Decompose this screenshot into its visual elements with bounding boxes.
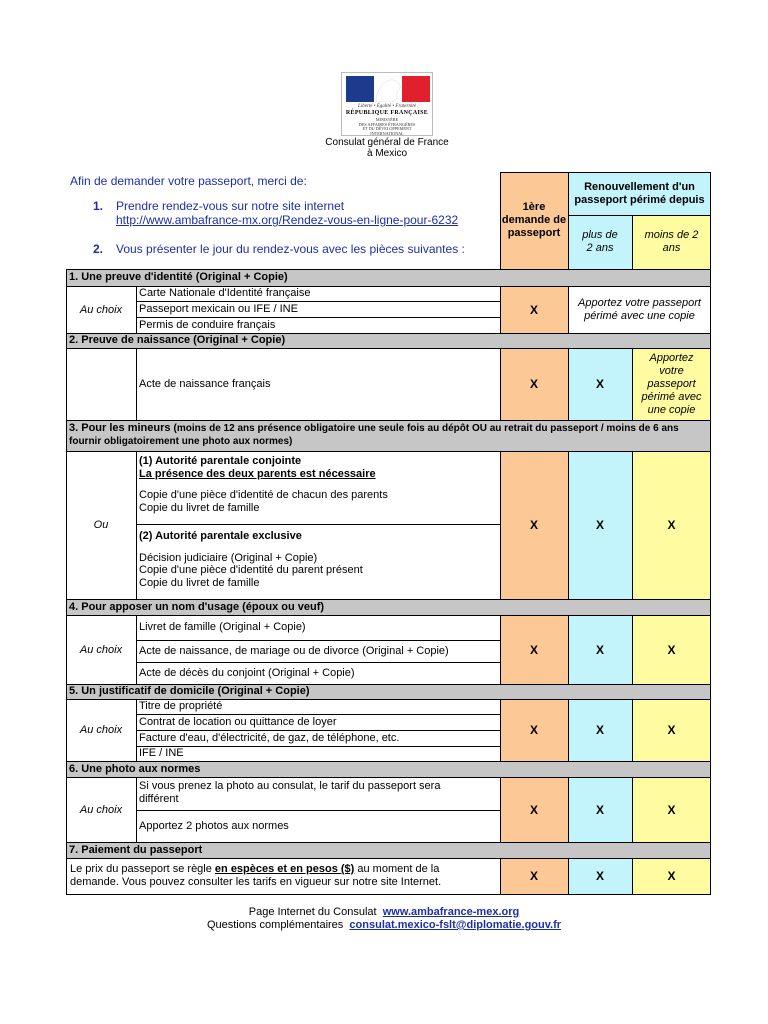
logo-republic: RÉPUBLIQUE FRANÇAISE	[345, 110, 429, 116]
s1-renewal-note: Apportez votre passeport périmé avec une copie	[568, 286, 711, 333]
s4-item: Acte de décès du conjoint (Original + Copie)	[139, 666, 355, 679]
consulat-email-link[interactable]: consulat.mexico-fslt@diplomatie.gouv.fr	[349, 919, 562, 931]
consulat-name: Consulat général de France à Mexico	[325, 137, 449, 159]
s6-title: 6. Une photo aux normes	[66, 761, 711, 777]
marianne-profile-icon	[346, 76, 430, 102]
step2-text: Vous présenter le jour du rendez-vous avec les pièces suivantes :	[116, 242, 465, 256]
rendez-vous-link[interactable]: http://www.ambafrance-mx.org/Rendez-vous-en-ligne-pour-6232	[116, 213, 459, 227]
col-less-2-years: moins de 2 ans	[632, 215, 711, 269]
s3-first-mark: X	[500, 451, 568, 599]
s3-less-mark: X	[632, 451, 711, 599]
s7-payment-text: Le prix du passeport se règle en espèces et en pesos ($) au moment de la demande. Vous pouvez consulter les tarifs en vigueur sur notre site Internet.	[70, 863, 442, 888]
s1-title: 1. Une preuve d'identité (Original + Copie)	[66, 269, 711, 286]
s3-more-mark: X	[568, 451, 632, 599]
col-renewal: Renouvellement d'un passeport périmé depuis	[568, 172, 711, 215]
footer-questions: Questions complémentaires consulat.mexico-fslt@diplomatie.gouv.fr	[206, 919, 562, 931]
s7-title: 7. Paiement du passeport	[66, 842, 711, 858]
s7-less-mark: X	[632, 858, 711, 894]
s6-less-mark: X	[632, 777, 711, 842]
s3-option-1: (1) Autorité parentale conjointe La présence des deux parents est nécessaire Copie d'une pièce d'identité de chacun des parents Copie du livret de famille	[139, 455, 388, 514]
col-first-request: 1ère demande de passeport	[500, 172, 568, 269]
s6-choice: Au choix	[79, 803, 123, 816]
s5-choice: Au choix	[79, 724, 123, 736]
s5-title: 5. Un justificatif de domicile (Original + Copie)	[66, 684, 711, 699]
s5-item: Contrat de location ou quittance de loyer	[139, 715, 337, 728]
s3-title: 3. Pour les mineurs (moins de 12 ans présence obligatoire une seule fois au dépôt OU au retrait du passeport / moins de 6 ans fournir obligatoirement une photo aux normes)	[66, 420, 711, 451]
step1-number: 1.	[93, 199, 104, 213]
logo-ministry: MINISTÈRE DES AFFAIRES ÉTRANGÈRES ET DU DÉVELOPPEMENT INTERNATIONAL	[358, 117, 416, 136]
s5-item: IFE / INE	[139, 747, 184, 759]
s6-first-mark: X	[500, 777, 568, 842]
s1-item: Permis de conduire français	[139, 318, 276, 331]
step1-text: Prendre rendez-vous sur notre site internet	[116, 199, 345, 213]
s2-title: 2. Preuve de naissance (Original + Copie)	[66, 333, 711, 348]
s1-item: Passeport mexicain ou IFE / INE	[139, 302, 298, 315]
s4-title: 4. Pour apposer un nom d'usage (époux ou veuf)	[66, 599, 711, 615]
s3-choice: Ou	[93, 519, 109, 531]
step2-number: 2.	[93, 242, 104, 256]
s1-first-mark: X	[500, 286, 568, 333]
s5-item: Titre de propriété	[139, 700, 223, 712]
s4-less-mark: X	[632, 615, 711, 684]
s1-item: Carte Nationale d'Identité française	[139, 287, 311, 299]
s2-item: Acte de naissance français	[139, 377, 271, 390]
s2-first-mark: X	[500, 348, 568, 420]
s2-less-note: Apportez votre passeport périmé avec une copie	[632, 348, 711, 420]
intro-lead: Afin de demander votre passeport, merci de:	[70, 174, 307, 188]
col-more-2-years: plus de 2 ans	[568, 215, 632, 269]
s4-first-mark: X	[500, 615, 568, 684]
s7-more-mark: X	[568, 858, 632, 894]
s4-item: Livret de famille (Original + Copie)	[139, 621, 306, 633]
s2-more-mark: X	[568, 348, 632, 420]
s4-choice: Au choix	[79, 643, 123, 656]
s5-first-mark: X	[500, 699, 568, 761]
s1-choice: Au choix	[79, 303, 123, 316]
s4-item: Acte de naissance, de mariage ou de divorce (Original + Copie)	[139, 644, 449, 657]
s6-more-mark: X	[568, 777, 632, 842]
s5-item: Facture d'eau, d'électricité, de gaz, de téléphone, etc.	[139, 731, 400, 744]
s3-option-2: (2) Autorité parentale exclusive Décision judiciaire (Original + Copie) Copie d'une pièce d'identité du parent présent Copie du livret de famille	[139, 530, 363, 589]
s4-more-mark: X	[568, 615, 632, 684]
s5-less-mark: X	[632, 699, 711, 761]
s5-more-mark: X	[568, 699, 632, 761]
consulat-website-link[interactable]: www.ambafrance-mex.org	[382, 906, 520, 918]
republique-francaise-logo	[341, 72, 433, 136]
s6-item-consulat-photo: Si vous prenez la photo au consulat, le tarif du passeport sera différent	[139, 780, 441, 805]
s7-first-mark: X	[500, 858, 568, 894]
footer-website: Page Internet du Consulat www.ambafrance-mex.org	[248, 906, 520, 918]
logo-motto: Liberté • Égalité • Fraternité	[358, 104, 416, 109]
s6-item-bring-photos: Apportez 2 photos aux normes	[139, 819, 289, 832]
